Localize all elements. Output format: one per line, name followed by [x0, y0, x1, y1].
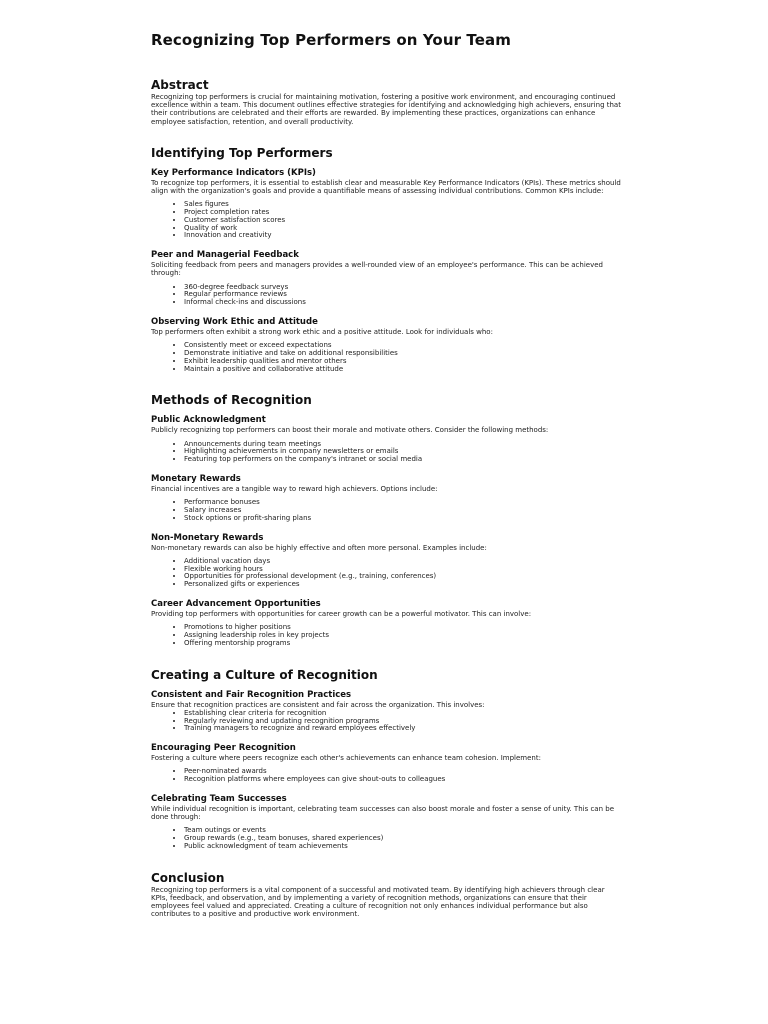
subsection-heading: Non-Monetary Rewards	[151, 532, 264, 543]
list-item: • Informal check-ins and discussions	[184, 299, 621, 307]
list-item: • Offering mentorship programs	[184, 640, 621, 648]
methods-section	[151, 393, 621, 647]
identifying-subsection	[151, 250, 621, 307]
list-item: • Announcements during team meetings	[184, 441, 621, 449]
culture-subsection	[151, 794, 621, 851]
abstract-section	[151, 78, 621, 126]
bullet-list	[151, 441, 621, 464]
identifying-heading: Identifying Top Performers	[151, 145, 333, 160]
subsection-heading: Key Performance Indicators (KPIs)	[151, 167, 316, 178]
list-item: • Exhibit leadership qualities and mentor others	[184, 358, 621, 366]
methods-subsections	[151, 415, 621, 647]
subsection-heading: Career Advancement Opportunities	[151, 598, 321, 609]
list-item: • Assigning leadership roles in key projects	[184, 632, 621, 640]
list-item: • Recognition platforms where employees can give shout-outs to colleagues	[184, 776, 621, 784]
identifying-subsection	[151, 317, 621, 373]
bullet-list	[151, 342, 621, 373]
subsection-heading: Encouraging Peer Recognition	[151, 743, 296, 754]
list-item: • Consistently meet or exceed expectations	[184, 342, 621, 350]
identifying-subsection	[151, 168, 621, 240]
subsection-heading: Observing Work Ethic and Attitude	[151, 317, 318, 327]
document-title: Recognizing Top Performers on Your Team	[151, 31, 511, 49]
subsection-heading: Peer and Managerial Feedback	[151, 250, 299, 261]
list-item: • Opportunities for professional development (e.g., training, conferences)	[184, 573, 621, 581]
list-item: • Regularly reviewing and updating recognition programs	[184, 718, 621, 726]
list-item: • Flexible working hours	[184, 566, 621, 574]
bullet-list	[151, 284, 621, 307]
bullet-list	[151, 558, 621, 589]
subsection-heading: Monetary Rewards	[151, 473, 241, 484]
bullet-list	[151, 710, 621, 733]
subsection-text: Top performers often exhibit a strong work ethic and a positive attitude. Look for individuals who:	[151, 328, 493, 336]
list-item: • Performance bonuses	[184, 499, 621, 507]
subsection-text: While individual recognition is important, celebrating team successes can also boost morale and foster a sense of unity. This can be done through:	[151, 804, 614, 822]
abstract-heading: Abstract	[151, 78, 209, 92]
subsection-text: Non-monetary rewards can also be highly effective and often more personal. Examples include:	[151, 543, 487, 552]
bullet-list	[151, 768, 621, 784]
conclusion-section	[151, 871, 621, 919]
methods-subsection	[151, 533, 621, 589]
list-item: • Promotions to higher positions	[184, 624, 621, 632]
identifying-section	[151, 146, 621, 374]
list-item: • Innovation and creativity	[184, 232, 621, 240]
conclusion-text: Recognizing top performers is a vital component of a successful and motivated team. By identifying high achievers through clear KPIs, feedback, and observation, and by implementing a variety of recognition methods, organizations can ensure that their employees feel valued and appreciated. Creating a culture of recognition not only enhances individual performance but also contributes to a positive and productive work environment.	[151, 885, 605, 919]
list-item: • Highlighting achievements in company newsletters or emails	[184, 448, 621, 456]
methods-subsection	[151, 415, 621, 464]
list-item: • Salary increases	[184, 507, 621, 515]
list-item: • Quality of work	[184, 225, 621, 233]
bullet-list	[151, 827, 621, 850]
list-item: • Stock options or profit-sharing plans	[184, 515, 621, 523]
culture-heading: Creating a Culture of Recognition	[151, 667, 378, 682]
list-item: • Customer satisfaction scores	[184, 217, 621, 225]
list-item: • Public acknowledgment of team achievements	[184, 843, 621, 851]
subsection-text: Fostering a culture where peers recognize each other's achievements can enhance team cohesion. Implement:	[151, 754, 541, 763]
subsection-text: Soliciting feedback from peers and managers provides a well-rounded view of an employee's performance. This can be achieved through:	[151, 261, 603, 278]
bullet-list	[151, 201, 621, 240]
list-item: • Additional vacation days	[184, 558, 621, 566]
identifying-subsections	[151, 168, 621, 374]
list-item: • 360-degree feedback surveys	[184, 284, 621, 292]
list-item: • Establishing clear criteria for recognition	[184, 710, 621, 718]
subsection-text: Publicly recognizing top performers can boost their morale and motivate others. Consider the following methods:	[151, 426, 549, 435]
culture-subsections	[151, 690, 621, 851]
list-item: • Demonstrate initiative and take on additional responsibilities	[184, 350, 621, 358]
conclusion-heading: Conclusion	[151, 870, 225, 885]
abstract-text: Recognizing top performers is crucial for maintaining motivation, fostering a positive work environment, and encouraging continued excellence within a team. This document outlines effective strategies for identifying and acknowledging high achievers, ensuring that their contributions are celebrated and their efforts are rewarded. By implementing these practices, organizations can enhance employee satisfaction, retention, and overall productivity.	[151, 93, 621, 126]
bullet-list	[151, 624, 621, 647]
subsection-text: To recognize top performers, it is essential to establish clear and measurable Key Performance Indicators (KPIs). These metrics should align with the organization's goals and provide a quantifiable means of assessing individual contributions. Common KPIs include:	[151, 178, 621, 196]
methods-subsection	[151, 599, 621, 648]
methods-heading: Methods of Recognition	[151, 393, 312, 408]
bullet-list	[151, 499, 621, 522]
list-item: • Team outings or events	[184, 827, 621, 835]
list-item: • Training managers to recognize and reward employees effectively	[184, 725, 621, 733]
subsection-text: Ensure that recognition practices are consistent and fair across the organization. This involves:	[151, 700, 485, 709]
list-item: • Maintain a positive and collaborative attitude	[184, 366, 621, 374]
culture-subsection	[151, 743, 621, 784]
culture-subsection	[151, 690, 621, 734]
subsection-heading: Celebrating Team Successes	[151, 793, 287, 804]
subsection-heading: Public Acknowledgment	[151, 415, 266, 426]
list-item: • Project completion rates	[184, 209, 621, 217]
list-item: • Peer-nominated awards	[184, 768, 621, 776]
list-item: • Featuring top performers on the company's intranet or social media	[184, 456, 621, 464]
subsection-text: Financial incentives are a tangible way to reward high achievers. Options include:	[151, 484, 438, 493]
subsection-heading: Consistent and Fair Recognition Practices	[151, 689, 352, 700]
document-page	[151, 30, 621, 939]
methods-subsection	[151, 474, 621, 523]
list-item: • Regular performance reviews	[184, 291, 621, 299]
list-item: • Group rewards (e.g., team bonuses, shared experiences)	[184, 835, 621, 843]
culture-section	[151, 668, 621, 851]
subsection-text: Providing top performers with opportunities for career growth can be a powerful motivator. This can involve:	[151, 609, 532, 618]
list-item: • Personalized gifts or experiences	[184, 581, 621, 589]
list-item: • Sales figures	[184, 201, 621, 209]
